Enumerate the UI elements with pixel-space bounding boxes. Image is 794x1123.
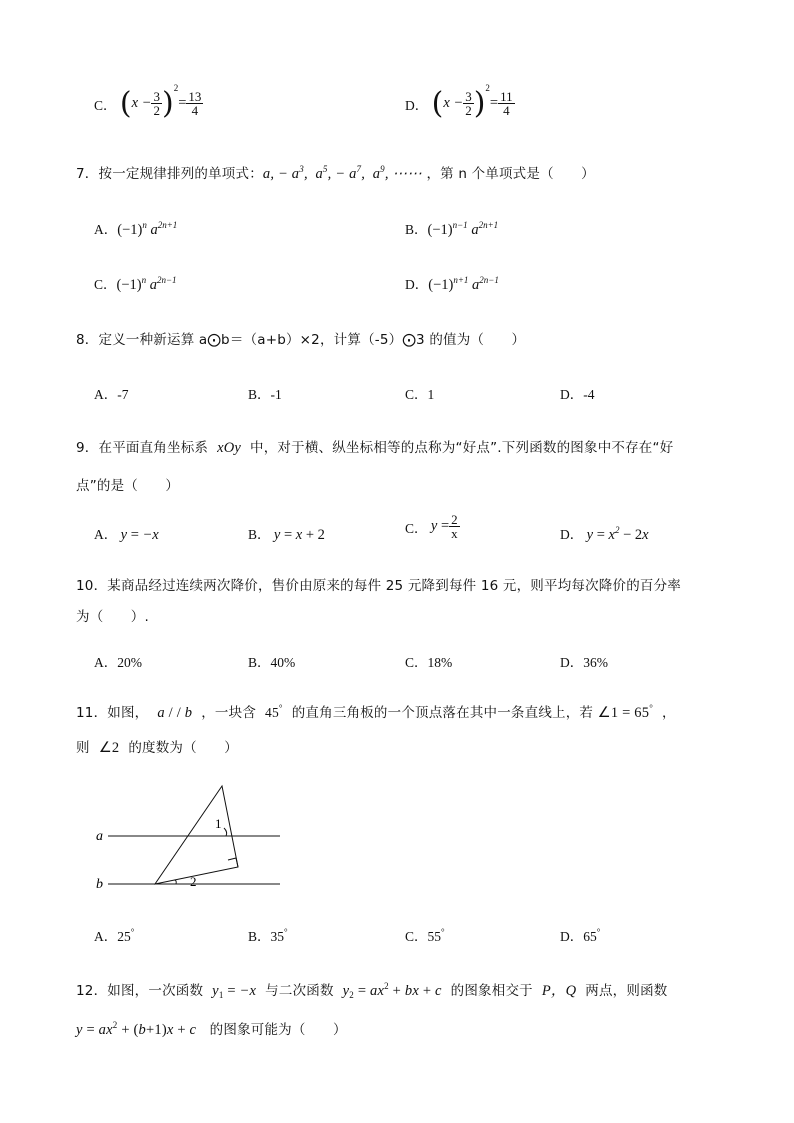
q8-option-a[interactable]: A．-7 (94, 387, 129, 402)
angle2-arc (174, 880, 176, 884)
q10-option-c[interactable]: C．18% (405, 655, 453, 670)
label-angle1: 1 (215, 816, 222, 831)
q11-option-a[interactable]: A．25° (94, 927, 135, 944)
q7-option-d[interactable]: D．$(-1)^{n+1}$ $a^{2n-1}$ (405, 275, 499, 293)
option-label: D． (405, 277, 429, 292)
q12-points: P，Q (541, 983, 577, 999)
option-label: C． (405, 520, 428, 536)
q9-stem-line2: 点”的是（ ） (76, 478, 180, 494)
right-angle-mark (228, 858, 238, 867)
q8-option-b[interactable]: B．-1 (248, 387, 282, 402)
q11-angle2-expr: ∠2 (98, 740, 120, 756)
q9-stem-line1: 9．在平面直角坐标系 xOy 中，对于横、纵坐标相等的点称为“好点”.下列函数的图象中不存在“好 (76, 440, 674, 456)
q7-stem: 7．按一定规律排列的单项式：a, − $a^3$, $a^5$, − $a^7$, $a^9$, ⋯⋯ ，第 n 个单项式是（ ） (76, 164, 595, 182)
q9-option-a[interactable]: A． y = −x (94, 527, 159, 543)
q11-figure (90, 780, 290, 895)
option-label: C． (94, 97, 117, 113)
option-label: C． (405, 929, 428, 944)
q8-stem: 8．定义一种新运算 a⨀b＝（a+b）×2，计算（-5）⨀3 的值为（ ） (76, 332, 526, 348)
q10-option-b[interactable]: B．40% (248, 655, 296, 670)
q11-option-b[interactable]: B．35° (248, 927, 288, 944)
q6-option-d-formula: (x − $\frac{3}{2}$ )$^2$= $\frac{11}{4}$ (431, 82, 513, 121)
option-label: C． (94, 277, 117, 292)
option-label: A． (94, 527, 118, 542)
q7-sequence: a, − $a^3$, $a^5$, − $a^7$, $a^9$, ⋯⋯ (262, 164, 422, 182)
q11-stem-line1: 11．如图， a / / b ，一块含 45° 的直角三角板的一个顶点落在其中一条直线上，若 ∠1 = 65° ， (76, 703, 676, 721)
q11-parallel-expr: a / / b (157, 705, 193, 721)
label-angle2: 2 (190, 874, 197, 889)
q11-angle-45: 45° (265, 703, 283, 720)
option-label: D． (560, 527, 584, 542)
option-label: B． (248, 527, 271, 542)
q6-option-c-formula: (x − $\frac{3}{2}$ )$^2$= $\frac{13}{4}$ (119, 82, 202, 121)
q12-stem-line1: 12．如图，一次函数 $y_1 = -x$ 与二次函数 $y_2 = ax^2$ + bx + c 的图象相交于 P，Q 两点，则函数 (76, 981, 668, 1000)
q10-option-a[interactable]: A．20% (94, 655, 142, 670)
option-label: D． (405, 97, 429, 113)
q10-stem-line1: 10．某商品经过连续两次降价，售价由原来的每件 25 元降到每件 16 元，则平均每次降价的百分率 (76, 578, 681, 594)
angle1-arc (224, 828, 227, 836)
q12-stem-line2: $y = ax^2 + (b+1)x + c$ 的图象可能为（ ） (76, 1020, 347, 1038)
q9-option-d[interactable]: D． $y = x^2 - 2x$ (560, 525, 649, 543)
q12-quadratic-func: $y_2 = ax^2$ + bx + c (342, 981, 442, 1000)
option-label: B． (248, 929, 271, 944)
q9-option-b[interactable]: B． y = x + 2 (248, 527, 325, 543)
q7-option-b[interactable]: B．$(-1)^{n-1}$ $a^{2n+1}$ (405, 220, 499, 238)
option-label: A． (94, 222, 118, 237)
q8-option-d[interactable]: D．-4 (560, 387, 595, 402)
q6-option-c[interactable] (94, 82, 203, 121)
label-b: b (96, 877, 103, 892)
q11-stem-line2: 则 ∠2 的度数为（ ） (76, 740, 238, 756)
q12-linear-func: $y_1 = -x$ (212, 983, 257, 1000)
q10-option-d[interactable]: D．36% (560, 655, 608, 670)
q7-option-a[interactable]: A．$(-1)^n$ $a^{2n+1}$ (94, 220, 178, 238)
q11-option-c[interactable]: C．55° (405, 927, 445, 944)
q6-option-d[interactable] (405, 82, 515, 121)
q11-option-d[interactable]: D．65° (560, 927, 601, 944)
q9-option-c[interactable]: C． y = $\frac{2}{x}$ (405, 512, 458, 541)
triangle-ruler (155, 786, 238, 884)
q12-target-func: $y = ax^2 + (b+1)x + c$ (76, 1020, 197, 1038)
option-label: A． (94, 929, 118, 944)
label-a: a (96, 829, 103, 844)
q7-option-c[interactable]: C．$(-1)^n$ $a^{2n-1}$ (94, 275, 177, 293)
option-label: D． (560, 929, 584, 944)
q8-option-c[interactable]: C．1 (405, 387, 435, 402)
q9-coord-system: xOy (217, 440, 242, 456)
q10-stem-line2: 为（ ）. (76, 609, 149, 625)
option-label: B． (405, 222, 428, 237)
q11-angle1-expr: ∠1 = 65° (597, 703, 654, 721)
